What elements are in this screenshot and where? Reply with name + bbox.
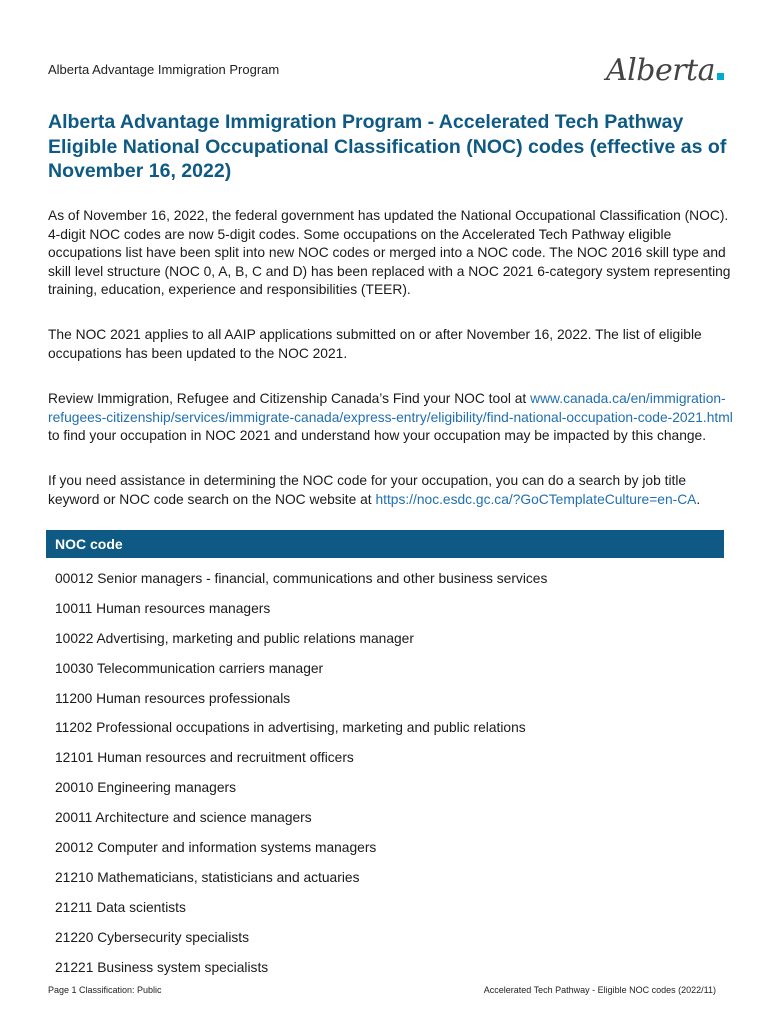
noc-table-row: 21220 Cybersecurity specialists [55,929,250,945]
footer-document-name: Accelerated Tech Pathway - Eligible NOC codes (2022/11) [483,985,716,995]
find-your-noc-paragraph [48,390,738,446]
noc-table-row: 21211 Data scientists [55,899,186,915]
noc-table-row: 11200 Human resources professionals [55,690,291,706]
alberta-logo [606,50,724,86]
noc-table-row: 20011 Architecture and science managers [55,810,312,826]
noc-assistance-text-end: . [696,491,701,507]
alberta-logo-wordmark: Alberta [606,53,715,88]
noc-table-row: 10022 Advertising, marketing and public relations manager [55,630,414,646]
noc-website-link[interactable]: https://noc.esdc.gc.ca/?GoCTemplateCulture=en-CA [375,491,697,507]
footer-page-classification: Page 1 Classification: Public [48,985,162,995]
noc-table-row: 21221 Business system specialists [55,959,269,975]
noc-table-row: 20012 Computer and information systems managers [55,840,377,856]
noc-table-header [46,530,724,558]
document-header-program-name: Alberta Advantage Immigration Program [48,62,280,77]
find-your-noc-text-end: to find your occupation in NOC 2021 and understand how your occupation may be impacted by this change. [48,428,707,444]
noc-assistance-text: If you need assistance in determining the NOC code for your occupation, you can do a search by job title keyword or NOC code search on the NOC website at [48,473,687,507]
noc-2021-applies-paragraph: The NOC 2021 applies to all AAIP applications submitted on or after November 16, 2022. The list of eligible occupations has been updated to the NOC 2021. [48,327,702,361]
noc-table-header-label: NOC code [55,536,123,552]
alberta-logo-square-icon [717,73,724,80]
noc-table-row: 12101 Human resources and recruitment officers [55,750,354,766]
find-your-noc-text: Review Immigration, Refugee and Citizenship Canada’s Find your NOC tool at [48,391,531,406]
noc-table-row: 10011 Human resources managers [55,600,271,616]
noc-table-row: 20010 Engineering managers [55,780,237,796]
noc-table-row: 11202 Professional occupations in advertising, marketing and public relations [55,720,526,736]
document-title: Alberta Advantage Immigration Program - Accelerated Tech Pathway Eligible National Occupational Classification (NOC) codes (effective as of November 16, 2022) [48,111,727,182]
noc-table-body [55,564,715,982]
noc-assistance-paragraph [48,472,738,509]
noc-table-row: 21210 Mathematicians, statisticians and actuaries [55,869,360,885]
noc-table-row: 10030 Telecommunication carriers manager [55,660,324,676]
noc-table-row: 00012 Senior managers - financial, communications and other business services [55,571,548,586]
find-your-noc-link[interactable]: www.canada.ca/en/immigration-refugees-citizenship/services/immigrate-canada/express-entry/eligibility/find-national-occupation-code-2021.html [48,391,733,425]
intro-paragraph: As of November 16, 2022, the federal government has updated the National Occupational Classification (NOC). 4-digit NOC codes are now 5-digit codes. Some occupations on the Accelerated Tech Pathway eligible occupations list have been split into new NOC codes or merged into a NOC code. The NOC 2016 skill type and skill level structure (NOC 0, A, B, C and D) has been replaced with a NOC 2021 6-category system representing training, education, experience and responsibilities (TEER). [48,208,731,298]
